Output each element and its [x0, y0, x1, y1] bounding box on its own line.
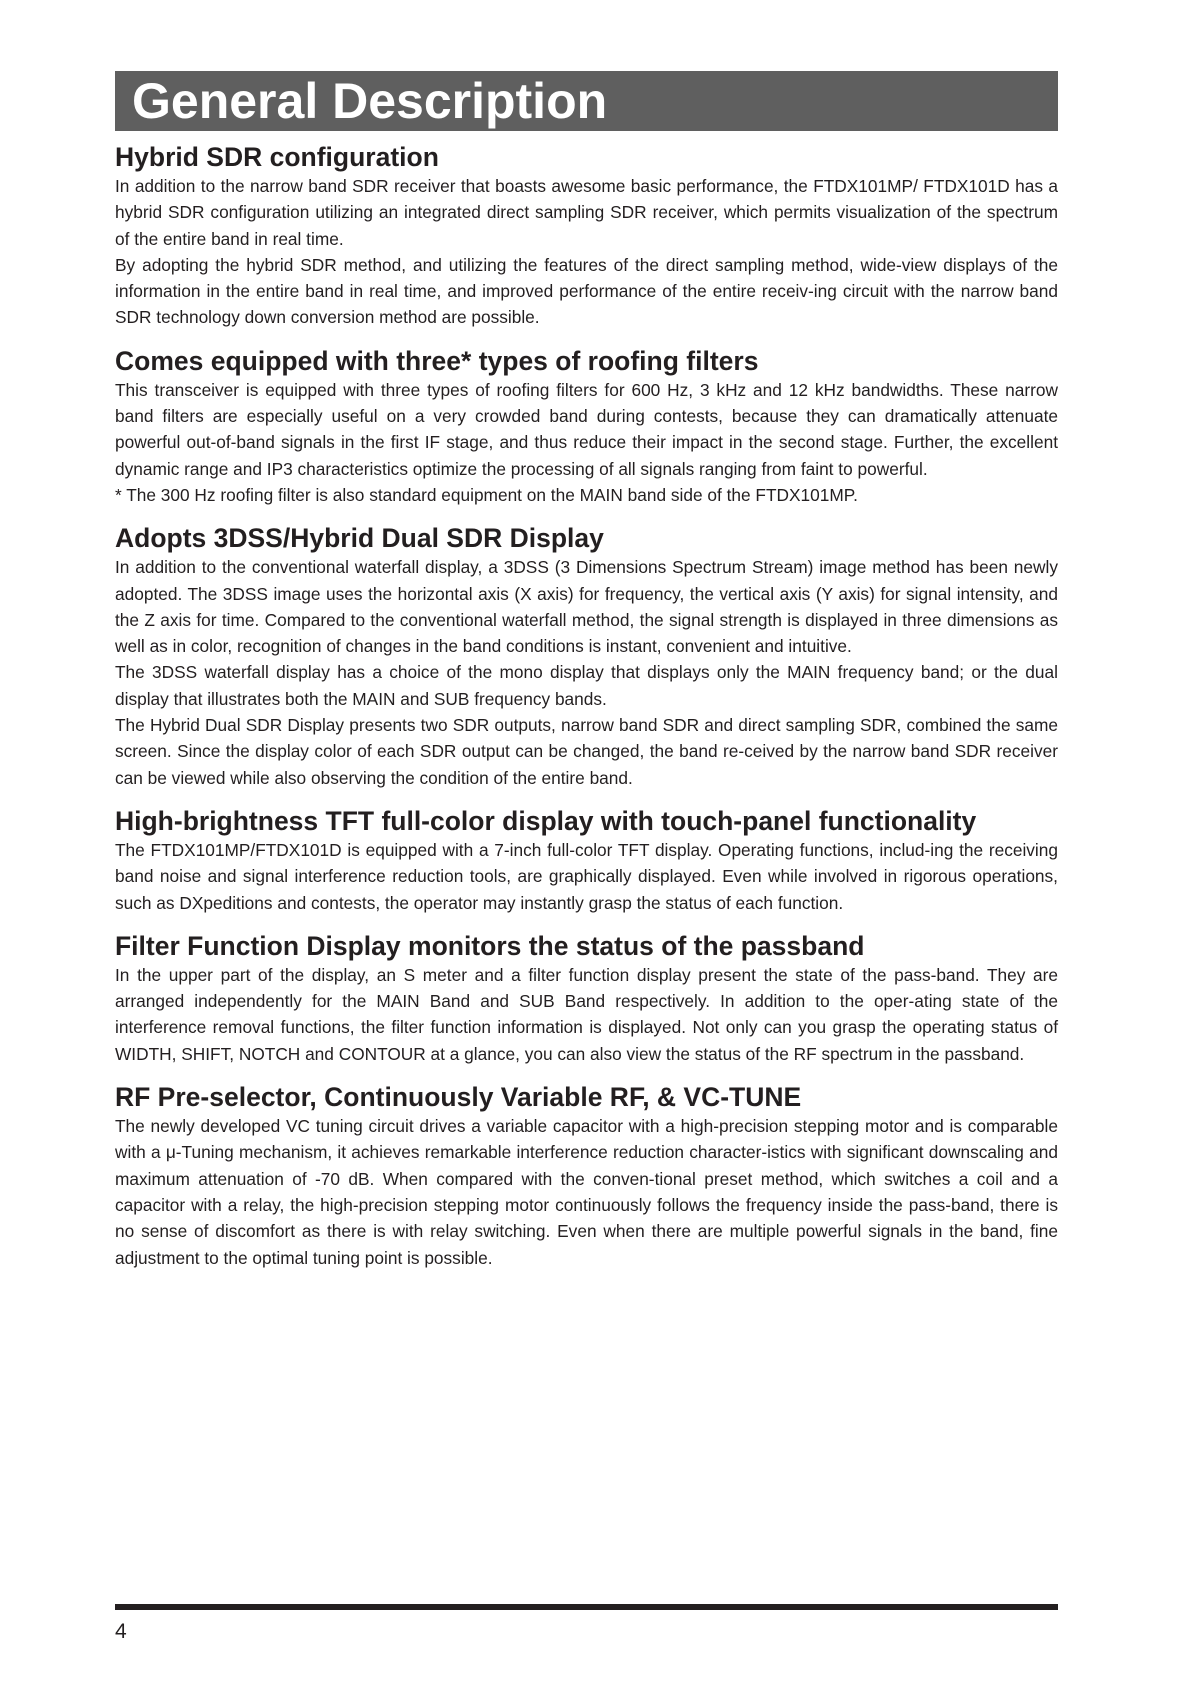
section-tft-display: [115, 805, 1058, 916]
title-bar: [115, 71, 1058, 131]
section-rf-preselector: [115, 1081, 1058, 1271]
section-heading: Filter Function Display monitors the status of the passband: [115, 930, 865, 961]
section-paragraph: The 3DSS waterfall display has a choice of the mono display that displays only the MAIN frequency band; or the dual display that illustrates both the MAIN and SUB frequency bands.: [115, 662, 1058, 709]
section-heading: Hybrid SDR configuration: [115, 142, 439, 172]
section-paragraph: In the upper part of the display, an S meter and a filter function display present the state of the pass-band. They are arranged independently for the MAIN Band and SUB Band respectively. In addition to the oper-ating state of the interference removal functions, the filter function information is displayed. Not only can you grasp the operating status of WIDTH, SHIFT, NOTCH and CONTOUR at a glance, you can also view the status of the RF spectrum in the passband.: [115, 964, 1058, 1064]
section-paragraph: The newly developed VC tuning circuit drives a variable capacitor with a high-precision stepping motor and is comparable with a μ-Tuning mechanism, it achieves remarkable interference reduction character-istics with significant downscaling and maximum attenuation of -70 dB. When compared with the conven-tional preset method, which switches a coil and a capacitor with a relay, the high-precision stepping motor continuously follows the frequency inside the pass-band, there is no sense of discomfort as there is with relay switching. Even when there are multiple powerful signals in the band, fine adjustment to the optimal tuning point is possible.: [115, 1116, 1058, 1268]
section-hybrid-sdr: [115, 141, 1058, 331]
section-heading: High-brightness TFT full-color display with touch-panel functionality: [115, 805, 977, 836]
section-paragraph: This transceiver is equipped with three types of roofing filters for 600 Hz, 3 kHz and 12 kHz bandwidths. These narrow band filters are especially useful on a very crowded band during contests, because they can dramatically attenuate powerful out-of-band signals in the first IF stage, and thus reduce their impact in the second stage. Further, the excellent dynamic range and IP3 characteristics optimize the processing of all signals ranging from faint to powerful.: [115, 379, 1058, 479]
section-heading: Adopts 3DSS/Hybrid Dual SDR Display: [115, 523, 604, 554]
section-filter-function: [115, 930, 1058, 1067]
page-content: [115, 71, 1058, 1271]
section-footnote: * The 300 Hz roofing filter is also standard equipment on the MAIN band side of the FTDX101MP.: [115, 484, 858, 505]
section-paragraph: The Hybrid Dual SDR Display presents two SDR outputs, narrow band SDR and direct sampling SDR, combined the same screen. Since the display color of each SDR output can be changed, the band re-ceived by the narrow band SDR receiver can be viewed while also observing the condition of the entire band.: [115, 715, 1058, 788]
section-roofing-filters: [115, 345, 1058, 508]
page-number: 4: [115, 1620, 127, 1643]
section-paragraph: The FTDX101MP/FTDX101D is equipped with a 7-inch full-color TFT display. Operating functions, includ-ing the receiving band noise and signal interference reduction tools, are graphically displayed. Even while involved in rigorous operations, such as DXpeditions and contests, the operator may instantly grasp the status of each function.: [115, 839, 1058, 913]
section-3dss-display: [115, 522, 1058, 791]
footer-divider: [115, 1604, 1058, 1610]
section-paragraph: In addition to the narrow band SDR receiver that boasts awesome basic performance, the FTDX101MP/ FTDX101D has a hybrid SDR configuration utilizing an integrated direct sampling SDR receiver, which permits visualization of the spectrum of the entire band in real time.: [115, 176, 1058, 249]
section-paragraph: By adopting the hybrid SDR method, and utilizing the features of the direct sampling method, wide-view displays of the information in the entire band in real time, and improved performance of the entire receiv-ing circuit with the narrow band SDR technology down conversion method are possible.: [115, 254, 1058, 328]
section-paragraph: In addition to the conventional waterfall display, a 3DSS (3 Dimensions Spectrum Stream) image method has been newly adopted. The 3DSS image uses the horizontal axis (X axis) for frequency, the vertical axis (Y axis) for signal intensity, and the Z axis for time. Compared to the conventional waterfall method, the signal strength is displayed in three dimensions as well as in color, recognition of changes in the band conditions is instant, convenient and intuitive.: [115, 557, 1058, 657]
page-title: General Description: [132, 73, 608, 129]
section-heading: RF Pre-selector, Continuously Variable RF, & VC-TUNE: [115, 1082, 802, 1113]
section-heading: Comes equipped with three* types of roofing filters: [115, 345, 759, 376]
